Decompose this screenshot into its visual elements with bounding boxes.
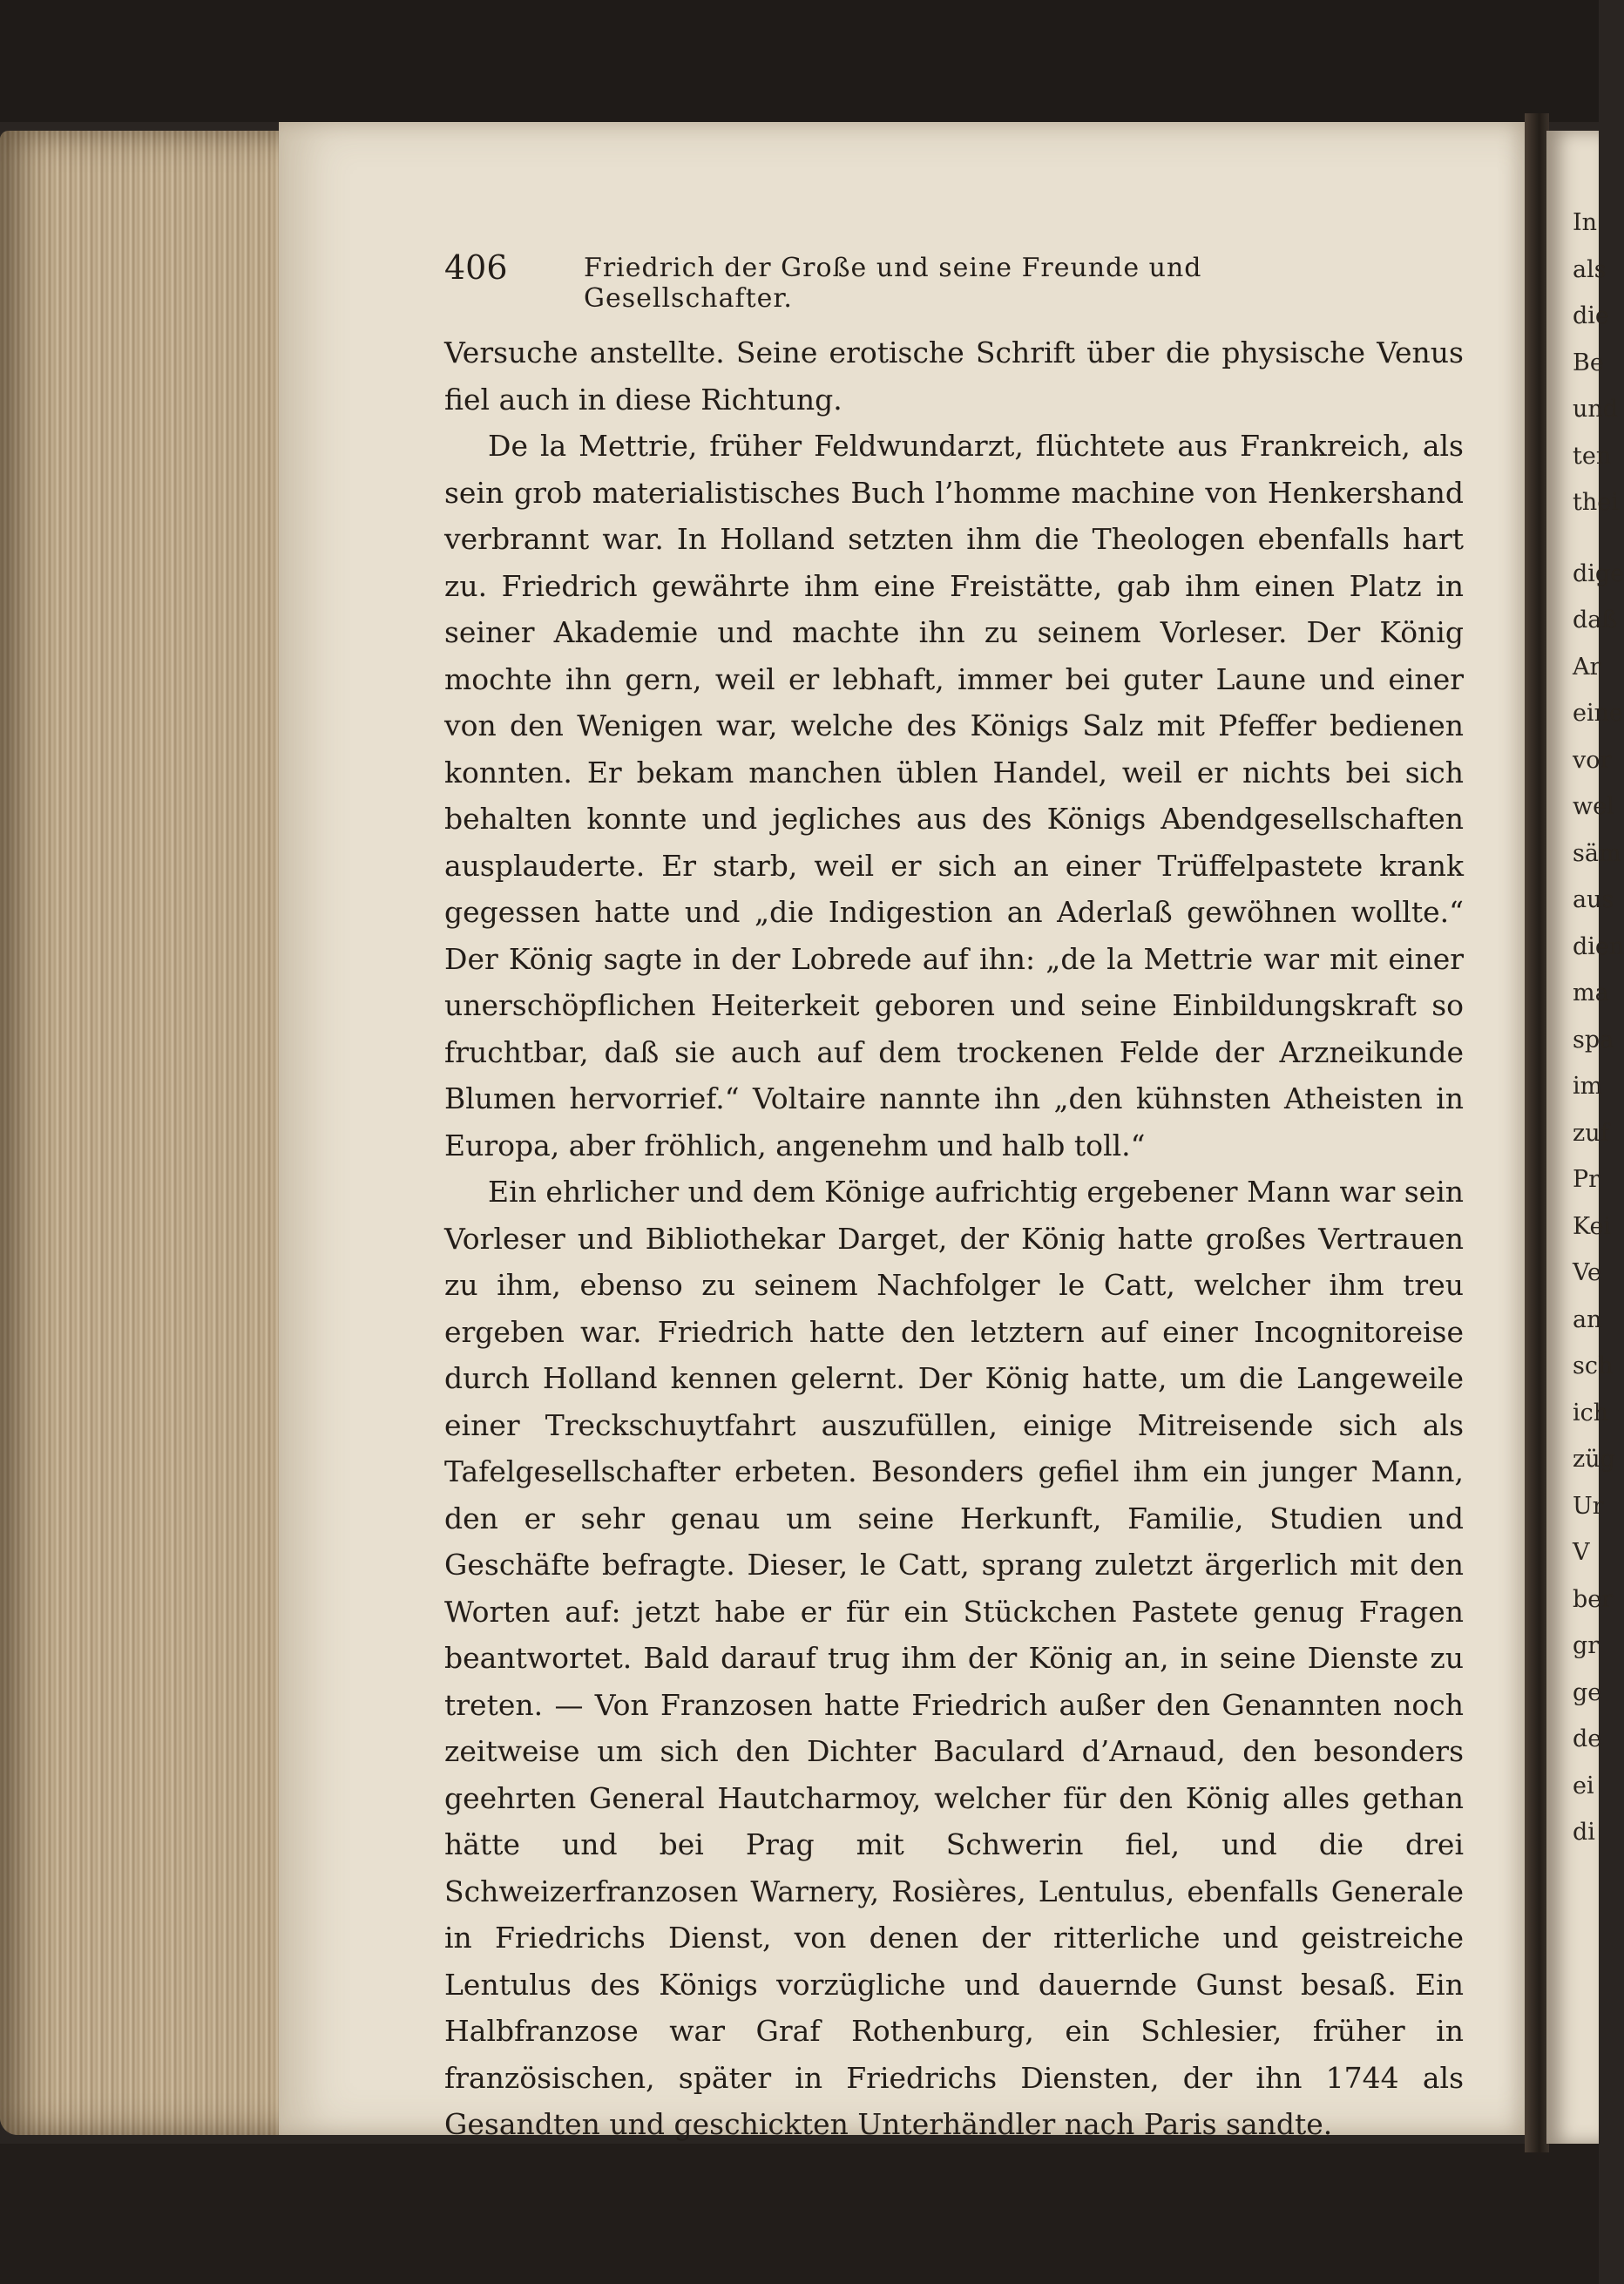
page-block-edge — [0, 131, 292, 2135]
next-page-fragment: daß — [1573, 607, 1618, 634]
next-page-fragment: aus — [1573, 886, 1614, 913]
next-page-fragment: Be — [1573, 349, 1604, 376]
next-page-fragment: säm — [1573, 839, 1621, 867]
next-page-fragment: ich — [1573, 1399, 1609, 1427]
next-page-fragment: di — [1573, 1819, 1595, 1846]
next-page-fragment: eine — [1573, 700, 1623, 727]
next-page-fragment: ber — [1573, 1585, 1614, 1613]
next-page-fragment: die — [1573, 302, 1609, 329]
next-page-fragment: als — [1573, 255, 1607, 283]
next-page-fragment: ten — [1573, 442, 1612, 470]
next-page-fragment: im — [1573, 1073, 1603, 1100]
next-page-edge — [1546, 131, 1624, 2144]
next-page-fragment: Ar — [1573, 653, 1601, 681]
background-top — [0, 0, 1599, 122]
running-title: Friedrich der Große und seine Freunde und Gesellschafter. — [584, 253, 1202, 314]
next-page-fragment: ma — [1573, 979, 1609, 1006]
next-page-fragment: spa — [1573, 1026, 1614, 1054]
paragraph-1: Versuche anstellte. Seine erotische Schrift über die physische Venus fiel auch in diese Richtung. — [444, 335, 1464, 417]
page-header — [444, 248, 1377, 314]
next-page-fragment: Ve — [1573, 1259, 1601, 1286]
next-page-fragment: dige — [1573, 559, 1624, 587]
book-gutter — [1525, 113, 1549, 2152]
next-page-fragment: Ur — [1573, 1492, 1604, 1520]
page-number: 406 — [444, 248, 508, 287]
next-page-fragment: Kei — [1573, 1212, 1612, 1240]
next-page-fragment: In — [1573, 209, 1598, 236]
next-page-fragment: de — [1573, 1725, 1602, 1752]
next-page-fragment: V — [1573, 1539, 1590, 1566]
paragraph-2: De la Mettrie, früher Feldwundarzt, flüchtete aus Frankreich, als sein grob materialistisches Buch l’homme machine von Henkershand verbrannt war. In Holland setzten ihm die Theologen ebenfalls hart zu. Friedrich gewährte ihm eine Freistätte, gab ihm einen Platz in seiner Akademie und machte ihn zu seinem Vorleser. Der König mochte ihn gern, weil er lebhaft, immer bei guter Laune und einer von den Wenigen war, welche des Königs Salz mit Pfeffer bedienen konnten. Er bekam manchen üblen Handel, weil er nichts bei sich behalten konnte und jegliches aus des Königs Abendgesellschaften ausplauderte. Er starb, weil er sich an einer Trüffelpastete krank gegessen hatte und „die Indigestion an Aderlaß gewöhnen wollte.“ Der König sagte in der Lobrede auf ihn: „de la Mettrie war mit einer unerschöpflichen Heiterkeit geboren und seine Einbildungskraft so fruchtbar, daß sie auch auf dem trockenen Felde der Arzneikunde Blumen hervorrief.“ Voltaire nannte ihn „den kühnsten Atheisten in Europa, aber fröhlich, angenehm und halb toll.“ — [444, 429, 1464, 1162]
next-page-fragment: sch — [1573, 1352, 1614, 1379]
next-page-fragment: an — [1573, 1305, 1602, 1333]
next-page-fragment: gr — [1573, 1632, 1600, 1659]
next-page-fragment: thei — [1573, 489, 1619, 516]
next-page-fragment: zuf — [1573, 1119, 1609, 1147]
next-page-fragment: und — [1573, 396, 1619, 423]
next-page-fragment: ge — [1573, 1678, 1602, 1706]
next-page-fragment: Pr — [1573, 1166, 1600, 1193]
paragraph-3: Ein ehrlicher und dem Könige aufrichtig ergebener Mann war sein Vorleser und Bibliothekar Darget, der König hatte großes Vertrauen zu ihm, ebenso zu seinem Nachfolger le Catt, welcher ihm treu ergeben war. Friedrich hatte den letztern auf einer Incognitoreise durch Holland kennen gelernt. Der König hatte, um die Langeweile einer Treckschuytfahrt auszufüllen, einige Mitreisende sich als Tafelgesellschafter erbeten. Besonders gefiel ihm ein junger Mann, den er sehr genau um seine Herkunft, Familie, Studien und Geschäfte befragte. Dieser, le Catt, sprang zuletzt ärgerlich mit den Worten auf: jetzt habe er für ein Stückchen Pastete genug Fragen beantwortet. Bald darauf trug ihm der König an, in seine Dienste zu treten. — Von Franzosen hatte Friedrich außer den Genannten noch zeitweise um sich den Dichter Baculard d’Arnaud, den besonders geehrten General Hautcharmoy, welcher für den König alles gethan hätte und bei Prag mit Schwerin fiel, und die drei Schweizerfranzosen Warnery, Rosières, Lentulus, ebenfalls Generale in Friedrichs Dienst, von denen der ritterliche und geistreiche Lentulus des Königs vorzügliche und dauernde Gunst besaß. Ein Halbfranzose war Graf Rothenburg, ein Schlesier, früher in französischen, später in Friedrichs Diensten, der ihn 1744 als Gesandten und geschickten Unterhändler nach Paris sandte. — [444, 1175, 1464, 2141]
next-page-fragment: dien — [1573, 932, 1624, 960]
next-page-fragment: wel — [1573, 793, 1614, 820]
background-bottom — [0, 2144, 1599, 2284]
next-page-fragment: vor — [1573, 746, 1612, 774]
next-page-fragment: ei — [1573, 1772, 1594, 1799]
body-text — [444, 329, 1464, 2148]
next-page-fragment: züg — [1573, 1446, 1615, 1473]
